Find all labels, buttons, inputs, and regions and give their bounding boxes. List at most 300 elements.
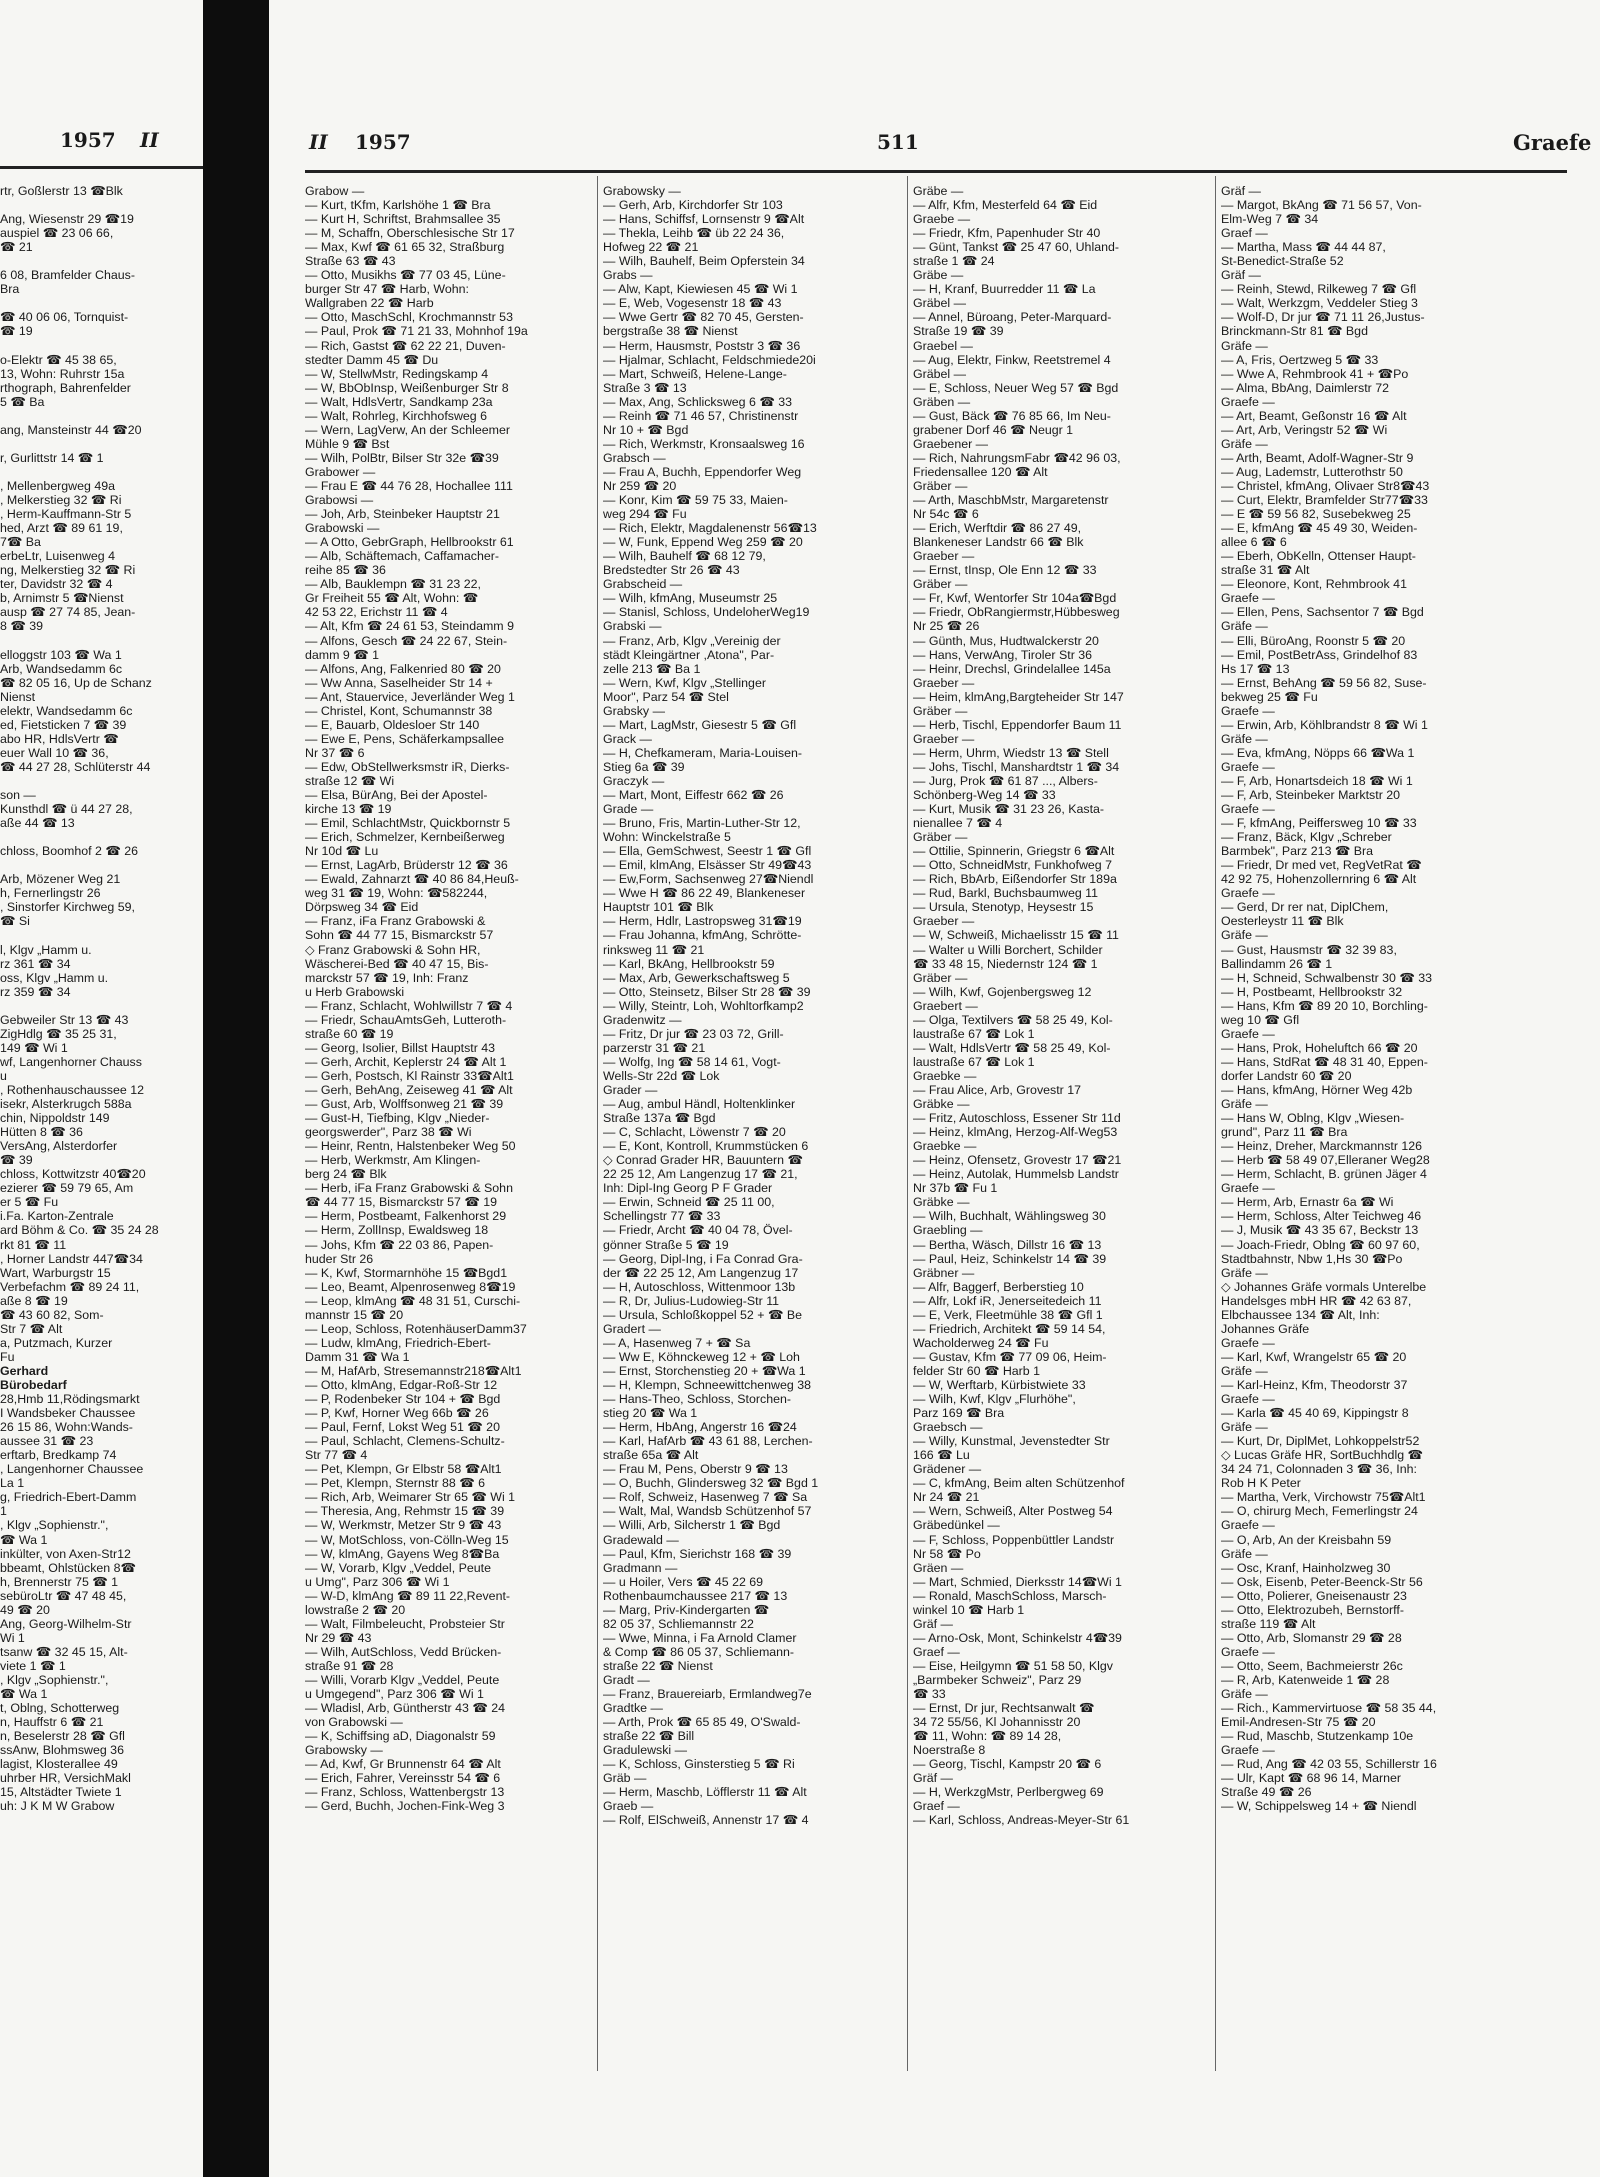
directory-entry-line: 7☎ Ba — [0, 535, 41, 550]
directory-entry-line: o-Elektr ☎ 45 38 65, — [0, 352, 117, 367]
directory-entry-line: — Ernst, tInsp, Ole Enn 12 ☎ 33 — [913, 563, 1097, 578]
directory-entry-line: — Franz, Schloss, Wattenbergstr 13 — [305, 1785, 505, 1800]
directory-entry-line: — Gust-H, Tiefbing, Klgv „Nieder- — [305, 1111, 490, 1126]
directory-entry-line: Nr 37 ☎ 6 — [305, 745, 365, 760]
directory-entry-line: — Friedr, ObRangiermstr,Hübbesweg — [913, 605, 1120, 620]
directory-entry-line: ☎ Si — [0, 914, 30, 929]
directory-entry-line: — Herm, HbAng, Angerstr 16 ☎24 — [603, 1420, 797, 1435]
directory-entry-line: straße 12 ☎ Wi — [305, 773, 395, 788]
directory-entry-line: — Joach-Friedr, Oblng ☎ 60 97 60, — [1221, 1237, 1420, 1252]
directory-entry-line: Kunsthdl ☎ ü 44 27 28, — [0, 802, 133, 817]
directory-entry-line: — Heinz, Dreher, Marckmannstr 126 — [1221, 1139, 1423, 1154]
directory-entry-line: ☎ 82 05 16, Up de Schanz — [0, 675, 152, 690]
directory-entry-line: laustraße 67 ☎ Lok 1 — [913, 1026, 1035, 1041]
directory-entry-line: — Gerh, Archit, Keplerstr 24 ☎ Alt 1 — [305, 1054, 507, 1069]
directory-entry-line: — Herm, Hdlr, Lastropsweg 31☎19 — [603, 914, 802, 929]
directory-entry-line — [0, 254, 198, 268]
directory-entry-line: — Gerh, Postsch, Kl Rainstr 33☎Alt1 — [305, 1068, 514, 1083]
directory-entry-line: — Alfons, Ang, Falkenried 80 ☎ 20 — [305, 661, 501, 676]
directory-entry-line: — Rich, Gastst ☎ 62 22 21, Duven- — [305, 338, 506, 353]
directory-entry-line: Gräfe — — [1221, 1363, 1268, 1378]
directory-entry-line — [0, 858, 198, 872]
directory-entry-line: — Kurt, Dr, DiplMet, Lohkoppelstr52 — [1221, 1434, 1420, 1449]
directory-entry-line: — Herb, Tischl, Eppendorfer Baum 11 — [913, 717, 1122, 732]
directory-entry-line: — Franz, Bäck, Klgv „Schreber — [1221, 830, 1392, 845]
directory-entry-line: ☎ 43 60 82, Som- — [0, 1307, 104, 1322]
directory-entry-line: ang, Mansteinstr 44 ☎20 — [0, 422, 142, 437]
directory-entry-line: Grabsky — — [603, 703, 665, 718]
directory-entry-line: — Walt, HdlsVertr, Sandkamp 23a — [305, 394, 493, 409]
directory-entry-line: — Walter u Willi Borchert, Schilder — [913, 942, 1103, 957]
directory-entry-line: — Erich, Fahrer, Vereinsstr 54 ☎ 6 — [305, 1771, 501, 1786]
directory-entry-line: Grabs — — [603, 268, 653, 283]
directory-entry-line: Grabower — — [305, 464, 376, 479]
directory-entry-line: — Erich, Schmelzer, Kernbeißerweg — [305, 830, 505, 845]
directory-entry-line: sebüroLtr ☎ 47 48 45, — [0, 1588, 127, 1603]
directory-entry-line: — Rolf, Schweiz, Hasenweg 7 ☎ Sa — [603, 1490, 808, 1505]
directory-entry-line: — Martha, Mass ☎ 44 44 87, — [1221, 240, 1386, 255]
directory-entry-line: Hs 17 ☎ 13 — [1221, 661, 1290, 676]
directory-entry-line: euer Wall 10 ☎ 36, — [0, 745, 109, 760]
directory-entry-line: Straße 3 ☎ 13 — [603, 380, 687, 395]
directory-entry-line: Graefe — — [1221, 1743, 1275, 1758]
directory-entry-line — [0, 198, 198, 212]
directory-entry-line: — Jurg, Prok ☎ 61 87 ..., Albers- — [913, 773, 1098, 788]
directory-entry-line: — Arno-Osk, Mont, Schinkelstr 4☎39 — [913, 1630, 1122, 1645]
directory-entry-line: — R, Dr, Julius-Ludowieg-Str 11 — [603, 1293, 780, 1308]
directory-entry-line: — Franz, Brauereiarb, Ermlandweg7e — [603, 1687, 812, 1702]
directory-entry-line: Gradenwitz — — [603, 1012, 682, 1027]
directory-entry-line: — Otto, Elektrozubeh, Bernstorff- — [1221, 1602, 1404, 1617]
directory-entry-line: — Ronald, MaschSchloss, Marsch- — [913, 1588, 1107, 1603]
directory-entry-line: Brinckmann-Str 81 ☎ Bgd — [1221, 324, 1368, 339]
directory-entry-line: n, Hauffstr 6 ☎ 21 — [0, 1715, 104, 1730]
directory-entry-line: Gradulewski — — [603, 1743, 688, 1758]
directory-entry-line: weg 10 ☎ Gfl — [1221, 1012, 1300, 1027]
directory-entry-line: Wäscherei-Bed ☎ 40 47 15, Bis- — [305, 956, 489, 971]
directory-entry-line: nienallee 7 ☎ 4 — [913, 816, 1003, 831]
left-page-column — [0, 184, 198, 1813]
directory-entry-line: — Emil, SchlachtMstr, Quickbornstr 5 — [305, 816, 511, 831]
directory-entry-line: — Ewald, Zahnarzt ☎ 40 86 84,Heuß- — [305, 872, 519, 887]
directory-entry-line: — O, Arb, An der Kreisbahn 59 — [1221, 1532, 1392, 1547]
directory-entry-line: Gräfe — — [1221, 436, 1268, 451]
directory-entry-line: Gräfe — — [1221, 619, 1268, 634]
directory-entry-line: Gräb — — [603, 1771, 647, 1786]
directory-entry-line: Handelsges mbH HR ☎ 42 63 87, — [1221, 1293, 1412, 1308]
directory-entry-line: uhrber HR, VersichMakl — [0, 1771, 131, 1786]
column-divider-1 — [597, 176, 598, 2071]
directory-entry-line: — Herm, Schlacht, B. grünen Jäger 4 — [1221, 1167, 1427, 1182]
directory-entry-line: , Sinstorfer Kirchweg 59, — [0, 900, 135, 915]
directory-entry-line: — Ursula, Schloßkoppel 52 + ☎ Be — [603, 1307, 802, 1322]
directory-entry-line: Gräf — — [913, 1616, 953, 1631]
directory-entry-line: Graefe — — [1221, 1026, 1275, 1041]
directory-entry-line: Damm 31 ☎ Wa 1 — [305, 1349, 410, 1364]
directory-entry-line: Wart, Warburgstr 15 — [0, 1265, 111, 1280]
directory-entry-line: — Johs, Tischl, Manshardtstr 1 ☎ 34 — [913, 759, 1120, 774]
directory-entry-line: — Paul, Schlacht, Clemens-Schultz- — [305, 1434, 505, 1449]
directory-entry-line: — Reinh ☎ 71 46 57, Christinenstr — [603, 408, 799, 423]
directory-entry-line: — Hans, Kfm ☎ 89 20 10, Borchling- — [1221, 998, 1428, 1013]
directory-entry-line: aussee 31 ☎ 23 — [0, 1434, 94, 1449]
directory-entry-line: son — — [0, 788, 36, 803]
directory-entry-line: Hofweg 22 ☎ 21 — [603, 240, 699, 255]
directory-entry-line: Stadtbahnstr, Nbw 1,Hs 30 ☎Po — [1221, 1251, 1403, 1266]
directory-entry-line: Str 77 ☎ 4 — [305, 1448, 368, 1463]
directory-entry-line: — K, Schloss, Ginsterstieg 5 ☎ Ri — [603, 1757, 795, 1772]
directory-entry-line: inkülter, von Axen-Str12 — [0, 1546, 131, 1561]
directory-entry-line: Str 7 ☎ Alt — [0, 1321, 63, 1336]
directory-entry-line: i.Fa. Karton-Zentrale — [0, 1209, 114, 1224]
directory-entry-line: Gräfe — — [1221, 1546, 1268, 1561]
directory-entry-line: Grabowsi — — [305, 493, 374, 508]
directory-entry-line: — Wwe, Minna, i Fa Arnold Clamer — [603, 1630, 797, 1645]
directory-entry-line: — Wilh, AutSchloss, Vedd Brücken- — [305, 1644, 502, 1659]
directory-entry-line: — Kurt H, Schriftst, Brahmsallee 35 — [305, 212, 501, 227]
directory-entry-line: — Walt, Filmbeleucht, Probsteier Str — [305, 1616, 505, 1631]
directory-entry-line: — Hans, kfmAng, Hörner Weg 42b — [1221, 1083, 1413, 1097]
directory-entry-line: Gräen — — [913, 1560, 964, 1575]
directory-entry-line: — Erich, Werftdir ☎ 86 27 49, — [913, 521, 1082, 536]
directory-entry-line: — Wilh, Bauhelf, Beim Opferstein 34 — [603, 254, 805, 269]
directory-entry-line: — E, Web, Vogesenstr 18 ☎ 43 — [603, 296, 782, 311]
directory-entry-line: Gräbke — — [913, 1097, 970, 1112]
directory-entry-line: — Kurt, tKfm, Karlshöhe 1 ☎ Bra — [305, 198, 491, 213]
directory-entry-line: — Heinz, Autolak, Hummelsb Landstr — [913, 1167, 1119, 1182]
directory-entry-line: — Theresia, Ang, Rehmstr 15 ☎ 39 — [305, 1504, 505, 1519]
directory-entry-line: Inh: Dipl-Ing Georg P F Grader — [603, 1181, 773, 1196]
directory-entry-line: 1 — [0, 1504, 7, 1519]
directory-entry-line: — Alb, Schäftemach, Caffamacher- — [305, 549, 499, 564]
directory-entry-line: — Eleonore, Kont, Rehmbrook 41 — [1221, 577, 1407, 592]
directory-entry-line: rkt 81 ☎ 11 — [0, 1237, 67, 1252]
directory-entry-line: — Heinr, Drechsl, Grindelallee 145a — [913, 661, 1111, 676]
directory-entry-line: — A, Fris, Oertzweg 5 ☎ 33 — [1221, 352, 1379, 367]
directory-entry-line: — H, Klempn, Schneewittchenweg 38 — [603, 1377, 811, 1392]
directory-entry-line: ◇ Lucas Gräfe HR, SortBuchhdlg ☎ — [1221, 1448, 1423, 1463]
directory-entry-line: — Alfr, Kfm, Mesterfeld 64 ☎ Eid — [913, 198, 1098, 213]
directory-entry-line: h, Fernerlingstr 26 — [0, 886, 101, 901]
directory-entry-line: Parz 169 ☎ Bra — [913, 1406, 1005, 1421]
directory-entry-line: — Fritz, Autoschloss, Essener Str 11d — [913, 1111, 1121, 1126]
directory-entry-line: 15, Altstädter Twiete 1 — [0, 1785, 122, 1800]
directory-entry-line: straße 31 ☎ Alt — [1221, 563, 1310, 578]
left-page — [0, 0, 203, 2177]
directory-entry-line: 8 ☎ 39 — [0, 619, 43, 634]
directory-column-4 — [1221, 184, 1563, 1813]
directory-entry-line: Nienst — [0, 689, 36, 704]
directory-entry-line: Wallgraben 22 ☎ Harb — [305, 296, 434, 311]
left-header-rule — [0, 166, 203, 169]
directory-entry-line: — J, Musik ☎ 43 35 67, Beckstr 13 — [1221, 1223, 1419, 1238]
directory-entry-line: — Pet, Klempn, Sternstr 88 ☎ 6 — [305, 1476, 486, 1491]
directory-entry-line: — W, Schippelsweg 14 + ☎ Niendl — [1221, 1799, 1417, 1814]
directory-entry-line: oss, Klgv „Hamm u. — [0, 970, 109, 985]
directory-entry-line: & Comp ☎ 86 05 37, Schliemann- — [603, 1644, 795, 1659]
directory-entry-line: — Wladisl, Arb, Güntherstr 43 ☎ 24 — [305, 1701, 505, 1716]
directory-entry-line: — Herb, Werkmstr, Am Klingen- — [305, 1153, 481, 1168]
directory-entry-line: elloggstr 103 ☎ Wa 1 — [0, 647, 122, 662]
directory-entry-line: — Herm, Uhrm, Wiedstr 13 ☎ Stell — [913, 745, 1109, 760]
directory-entry-line: Johannes Gräfe — [1221, 1321, 1310, 1336]
directory-entry-line: auspiel ☎ 23 06 66, — [0, 226, 114, 241]
directory-entry-line: — F, Schloss, Poppenbüttler Landstr — [913, 1532, 1115, 1547]
directory-entry-line: — Hans, VerwAng, Tiroler Str 36 — [913, 647, 1093, 662]
directory-entry-line: — Aug, ambul Händl, Holtenklinker — [603, 1097, 796, 1112]
directory-entry-line: Graeber — — [913, 675, 975, 690]
directory-entry-line: Schönberg-Weg 14 ☎ 33 — [913, 788, 1056, 803]
directory-entry-line: Gräber — — [913, 478, 968, 493]
directory-entry-line: — Heinz, klmAng, Herzog-Alf-Weg53 — [913, 1125, 1118, 1140]
directory-entry-line: — Stanisl, Schloss, UndeloherWeg19 — [603, 605, 810, 620]
directory-entry-line: — E ☎ 59 56 82, Susebekweg 25 — [1221, 507, 1411, 522]
directory-entry-line: — Karl-Heinz, Kfm, Theodorstr 37 — [1221, 1377, 1408, 1392]
directory-entry-line: 49 ☎ 20 — [0, 1602, 50, 1617]
directory-entry-line: — Rich, Werkmstr, Kronsaalsweg 16 — [603, 436, 805, 451]
directory-entry-line: t, Oblng, Schotterweg — [0, 1701, 120, 1716]
directory-entry-line: — Mart, Mont, Eiffestr 662 ☎ 26 — [603, 788, 784, 803]
directory-entry-line: — Ww E, Köhnckeweg 12 + ☎ Loh — [603, 1349, 800, 1364]
directory-entry-line: mannstr 15 ☎ 20 — [305, 1307, 404, 1322]
directory-entry-line: Graefe — — [1221, 703, 1275, 718]
directory-entry-line: u Umgegend", Parz 306 ☎ Wi 1 — [305, 1687, 484, 1702]
directory-entry-line: — Frau M, Pens, Oberstr 9 ☎ 13 — [603, 1462, 788, 1477]
directory-entry-line: — Walt, Werkzgm, Veddeler Stieg 3 — [1221, 296, 1418, 311]
directory-entry-line: — Joh, Arb, Steinbeker Hauptstr 21 — [305, 507, 500, 522]
directory-entry-line: — Erwin, Schneid ☎ 25 11 00, — [603, 1195, 775, 1210]
directory-entry-line — [0, 437, 198, 451]
directory-entry-line: rtr, Goßlerstr 13 ☎Blk — [0, 184, 123, 198]
directory-entry-line: Gräf — — [913, 1771, 953, 1786]
directory-entry-line: u Herb Grabowski — [305, 984, 405, 999]
directory-entry-line: 22 25 12, Am Langenzug 17 ☎ 21, — [603, 1167, 798, 1182]
directory-entry-line: Graefe — — [1221, 1181, 1275, 1196]
directory-entry-line: Graef — — [1221, 226, 1268, 241]
directory-entry-line: — Arth, Beamt, Adolf-Wagner-Str 9 — [1221, 450, 1414, 465]
directory-entry-line: — Rich, Elektr, Magdalenenstr 56☎13 — [603, 521, 817, 536]
directory-entry-line: 34 72 55/56, Kl Johannisstr 20 — [913, 1715, 1081, 1730]
directory-entry-line: ZigHdlg ☎ 35 25 31, — [0, 1026, 117, 1041]
directory-entry-line: l, Klgv „Hamm u. — [0, 942, 92, 957]
directory-entry-line: Graef — — [913, 1644, 960, 1659]
directory-entry-line: rthograph, Bahrenfelder — [0, 380, 131, 395]
directory-entry-line: Rothenbaumchaussee 217 ☎ 13 — [603, 1588, 788, 1603]
directory-entry-line: erbeLtr, Luisenweg 4 — [0, 549, 116, 564]
directory-entry-line: Nr 58 ☎ Po — [913, 1546, 981, 1561]
directory-entry-line: lagist, Klosterallee 49 — [0, 1757, 118, 1772]
directory-entry-line: — Wwe Gertr ☎ 82 70 45, Gersten- — [603, 310, 804, 325]
directory-entry-line: — Alfons, Gesch ☎ 24 22 67, Stein- — [305, 633, 508, 648]
directory-entry-line: — Alb, Bauklempn ☎ 31 23 22, — [305, 577, 481, 592]
directory-entry-line: I Wandsbeker Chaussee — [0, 1406, 136, 1421]
directory-entry-line: Gräbel — — [913, 296, 967, 311]
directory-entry-line: Graefe — — [1221, 1644, 1275, 1659]
directory-entry-line: Hauptstr 101 ☎ Blk — [603, 900, 714, 915]
directory-entry-line: Schellingstr 77 ☎ 33 — [603, 1209, 721, 1224]
directory-entry-line: Graebe — — [913, 212, 971, 227]
directory-entry-line: gönner Straße 5 ☎ 19 — [603, 1237, 729, 1252]
directory-entry-line: — M, HafArb, Stresemannstr218☎Alt1 — [305, 1363, 522, 1378]
directory-entry-line: Graeb — — [603, 1799, 654, 1814]
directory-entry-line: Fu — [0, 1349, 15, 1364]
directory-entry-line: abo HR, HdlsVertr ☎ — [0, 731, 119, 746]
directory-entry-line: zelle 213 ☎ Ba 1 — [603, 661, 701, 676]
directory-entry-line: — Margot, BkAng ☎ 71 56 57, Von- — [1221, 198, 1422, 213]
directory-entry-line: — Rud, Maschb, Stutzenkamp 10e — [1221, 1729, 1414, 1744]
directory-entry-line: Gräbedünkel — — [913, 1518, 1000, 1533]
directory-entry-line: — H, WerkzgMstr, Perlbergweg 69 — [913, 1785, 1104, 1800]
directory-entry-line: 149 ☎ Wi 1 — [0, 1040, 68, 1055]
directory-entry-line: — W, BbObInsp, Weißenburger Str 8 — [305, 380, 509, 395]
directory-column-3 — [913, 184, 1211, 1827]
directory-entry-line: erftarb, Bredkamp 74 — [0, 1448, 117, 1463]
directory-entry-line: — Wern, LagVerw, An der Schleemer — [305, 422, 511, 437]
directory-entry-line: — Art, Arb, Veringstr 52 ☎ Wi — [1221, 422, 1388, 437]
directory-entry-line: — Leo, Beamt, Alpenrosenweg 8☎19 — [305, 1279, 516, 1294]
directory-entry-line: — Mart, LagMstr, Giesestr 5 ☎ Gfl — [603, 717, 797, 732]
directory-entry-line: — Emil, klmAng, Elsässer Str 49☎43 — [603, 858, 812, 873]
directory-entry-line: — Alfr, Baggerf, Berberstieg 10 — [913, 1279, 1084, 1294]
directory-entry-line: Ang, Wiesenstr 29 ☎19 — [0, 212, 134, 227]
directory-entry-line: Elm-Weg 7 ☎ 34 — [1221, 212, 1319, 227]
directory-column-2 — [603, 184, 903, 1827]
directory-entry-line: — M, Schaffn, Oberschlesische Str 17 — [305, 226, 515, 241]
directory-entry-line: Arb, Wandsedamm 6c — [0, 661, 123, 676]
directory-entry-line: Gräfe — — [1221, 1097, 1268, 1112]
directory-entry-line: — Erwin, Arb, Köhlbrandstr 8 ☎ Wi 1 — [1221, 717, 1428, 732]
directory-entry-line: — Gust, Bäck ☎ 76 85 66, Im Neu- — [913, 408, 1111, 423]
directory-entry-line: — Bertha, Wäsch, Dillstr 16 ☎ 13 — [913, 1237, 1102, 1252]
directory-entry-line: Graefe — — [1221, 1518, 1275, 1533]
directory-entry-line: winkel 10 ☎ Harb 1 — [913, 1602, 1025, 1617]
directory-entry-line: — Walt, HdlsVertr ☎ 58 25 49, Kol- — [913, 1040, 1111, 1055]
directory-entry-line: Gräfe — — [1221, 1687, 1268, 1702]
directory-entry-line: — Gustav, Kfm ☎ 77 09 06, Heim- — [913, 1349, 1107, 1364]
directory-entry-line: , Klgv „Sophienstr.", — [0, 1672, 109, 1687]
directory-entry-line: — Ad, Kwf, Gr Brunnenstr 64 ☎ Alt — [305, 1757, 501, 1772]
directory-entry-line: Blankeneser Landstr 66 ☎ Blk — [913, 535, 1084, 550]
directory-entry-line: 6 08, Bramfelder Chaus- — [0, 268, 135, 283]
directory-entry-line: rz 359 ☎ 34 — [0, 984, 71, 999]
directory-entry-line: — W, klmAng, Gayens Weg 8☎Ba — [305, 1546, 500, 1561]
directory-entry-line: ter, Davidstr 32 ☎ 4 — [0, 577, 113, 592]
directory-entry-line: Wacholderweg 24 ☎ Fu — [913, 1335, 1049, 1350]
directory-entry-line: — Max, Kwf ☎ 61 65 32, Straßburg — [305, 240, 505, 255]
directory-entry-line: — Friedrich, Architekt ☎ 59 14 54, — [913, 1321, 1106, 1336]
directory-entry-line: lowstraße 2 ☎ 20 — [305, 1602, 406, 1617]
directory-entry-line: georgswerder", Parz 38 ☎ Wi — [305, 1125, 472, 1140]
directory-entry-line: — Curt, Elektr, Bramfelder Str77☎33 — [1221, 493, 1428, 508]
directory-entry-line: stieg 20 ☎ Wa 1 — [603, 1406, 698, 1421]
right-page — [269, 0, 1600, 2177]
directory-entry-line: Grabowsky — — [603, 184, 681, 198]
directory-entry-line: — Frau Johanna, kfmAng, Schrötte- — [603, 928, 802, 943]
directory-entry-line: Hütten 8 ☎ 36 — [0, 1125, 83, 1140]
directory-entry-line: straße 65a ☎ Alt — [603, 1448, 699, 1463]
directory-entry-line: , Mellenbergweg 49a — [0, 478, 116, 493]
directory-entry-line: — W, Schweiß, Michaelisstr 15 ☎ 11 — [913, 928, 1119, 943]
directory-entry-line: Noerstraße 8 — [913, 1743, 986, 1758]
directory-entry-line: — Ulr, Kapt ☎ 68 96 14, Marner — [1221, 1771, 1402, 1786]
directory-entry-line: Grabowsky — — [305, 1743, 383, 1758]
directory-entry-line: — Hans, StdRat ☎ 48 31 40, Eppen- — [1221, 1054, 1428, 1069]
directory-entry-line: ☎ Wa 1 — [0, 1532, 48, 1547]
directory-entry-line: — Franz, iFa Franz Grabowski & — [305, 914, 486, 929]
directory-entry-line: dorfer Landstr 60 ☎ 20 — [1221, 1068, 1352, 1083]
directory-entry-line: — Otto, SchneidMstr, Funkhofweg 7 — [913, 858, 1113, 873]
directory-entry-line: — Gerd, Buchh, Jochen-Fink-Weg 3 — [305, 1799, 505, 1814]
directory-entry-line: — Frau A, Buchh, Eppendorfer Weg — [603, 464, 802, 479]
directory-entry-line: felder Str 60 ☎ Harb 1 — [913, 1363, 1041, 1378]
directory-entry-line: — Rich, NahrungsmFabr ☎42 96 03, — [913, 450, 1121, 465]
directory-entry-line: — Otto, klmAng, Edgar-Roß-Str 12 — [305, 1377, 498, 1392]
directory-entry-line: — Paul, Prok ☎ 71 21 33, Mohnhof 19a — [305, 324, 528, 339]
directory-entry-line: — Pet, Klempn, Gr Elbstr 58 ☎Alt1 — [305, 1462, 502, 1477]
directory-entry-line: — Ludw, klmAng, Friedrich-Ebert- — [305, 1335, 491, 1350]
directory-entry-line: allee 6 ☎ 6 — [1221, 535, 1287, 550]
directory-entry-line: — Ant, Stauervice, Jeverländer Weg 1 — [305, 689, 515, 704]
directory-entry-line: Gräber — — [913, 703, 968, 718]
directory-entry-line: chloss, Boomhof 2 ☎ 26 — [0, 844, 139, 859]
directory-entry-line: — Ella, GemSchwest, Seestr 1 ☎ Gfl — [603, 844, 812, 859]
directory-entry-line — [0, 928, 198, 942]
directory-entry-line: bekweg 25 ☎ Fu — [1221, 689, 1318, 704]
directory-entry-line: — Otto, Polierer, Gneisenaustr 23 — [1221, 1588, 1407, 1603]
directory-entry-line: — Otto, Musikhs ☎ 77 03 45, Lüne- — [305, 268, 506, 283]
directory-entry-line: — Mart, Schmied, Dierksstr 14☎Wi 1 — [913, 1574, 1122, 1589]
directory-entry-line: — Paul, Fernf, Lokst Weg 51 ☎ 20 — [305, 1420, 500, 1435]
directory-entry-line: — Karla ☎ 45 40 69, Kippingstr 8 — [1221, 1406, 1409, 1421]
directory-entry-line: — Franz, Schlacht, Wohlwillstr 7 ☎ 4 — [305, 998, 513, 1013]
directory-entry-line: — Fritz, Dr jur ☎ 23 03 72, Grill- — [603, 1026, 784, 1041]
directory-entry-line: — F, kfmAng, Peiffersweg 10 ☎ 33 — [1221, 816, 1417, 831]
directory-entry-line: — Mart, Schweiß, Helene-Lange- — [603, 366, 787, 381]
directory-entry-line: Nr 29 ☎ 43 — [305, 1630, 372, 1645]
directory-entry-line: — Ottilie, Spinnerin, Griegstr 6 ☎Alt — [913, 844, 1115, 859]
directory-entry-line: — Heinz, Ofensetz, Grovestr 17 ☎21 — [913, 1153, 1122, 1168]
directory-entry-line: — E, Verk, Fleetmühle 38 ☎ Gfl 1 — [913, 1307, 1103, 1322]
directory-entry-line: weg 294 ☎ Fu — [603, 507, 687, 522]
directory-entry-line: ☎ 40 06 06, Tornquist- — [0, 310, 129, 325]
directory-entry-line: — Ewe E, Pens, Schäferkampsallee — [305, 731, 505, 746]
directory-entry-line: — Georg, Isolier, Billst Hauptstr 43 — [305, 1040, 496, 1055]
directory-entry-line: Graczyk — — [603, 773, 665, 788]
directory-entry-line: — Willy, Kunstmal, Jevenstedter Str — [913, 1434, 1110, 1449]
directory-entry-line: — Eberh, ObKelln, Ottenser Haupt- — [1221, 549, 1416, 564]
directory-entry-line: — Kurt, Musik ☎ 31 23 26, Kasta- — [913, 802, 1105, 817]
directory-entry-line: Straße 49 ☎ 26 — [1221, 1785, 1312, 1800]
directory-entry-line: Barmbek", Parz 213 ☎ Bra — [1221, 844, 1374, 859]
directory-entry-line: Gräbner — — [913, 1265, 975, 1280]
directory-entry-line: — Wwe H ☎ 86 22 49, Blankeneser — [603, 886, 806, 901]
directory-entry-line: Gräfe — — [1221, 928, 1268, 943]
directory-entry-line: ☎ Wa 1 — [0, 1687, 48, 1702]
directory-entry-line: — Herm, ZollInsp, Ewaldsweg 18 — [305, 1223, 489, 1238]
directory-entry-line: Gräbe — — [913, 184, 964, 198]
directory-entry-line: Graebert — — [913, 998, 978, 1013]
directory-entry-line: — Eise, Heilgymn ☎ 51 58 50, Klgv — [913, 1658, 1114, 1673]
directory-entry-line: bergstraße 38 ☎ Nienst — [603, 324, 738, 339]
directory-entry-line: ◇ Johannes Gräfe vormals Unterelbe — [1221, 1279, 1427, 1294]
directory-entry-line: Graeber — — [913, 914, 975, 929]
directory-entry-line: Grabski — — [603, 619, 662, 634]
directory-entry-line: „Barmbeker Schweiz", Parz 29 — [913, 1672, 1082, 1687]
directory-entry-line — [0, 634, 198, 648]
directory-entry-line: Gerhard — [0, 1363, 49, 1378]
directory-entry-line: wf, Langenhorner Chauss — [0, 1054, 142, 1069]
header-roman: II — [309, 130, 328, 154]
